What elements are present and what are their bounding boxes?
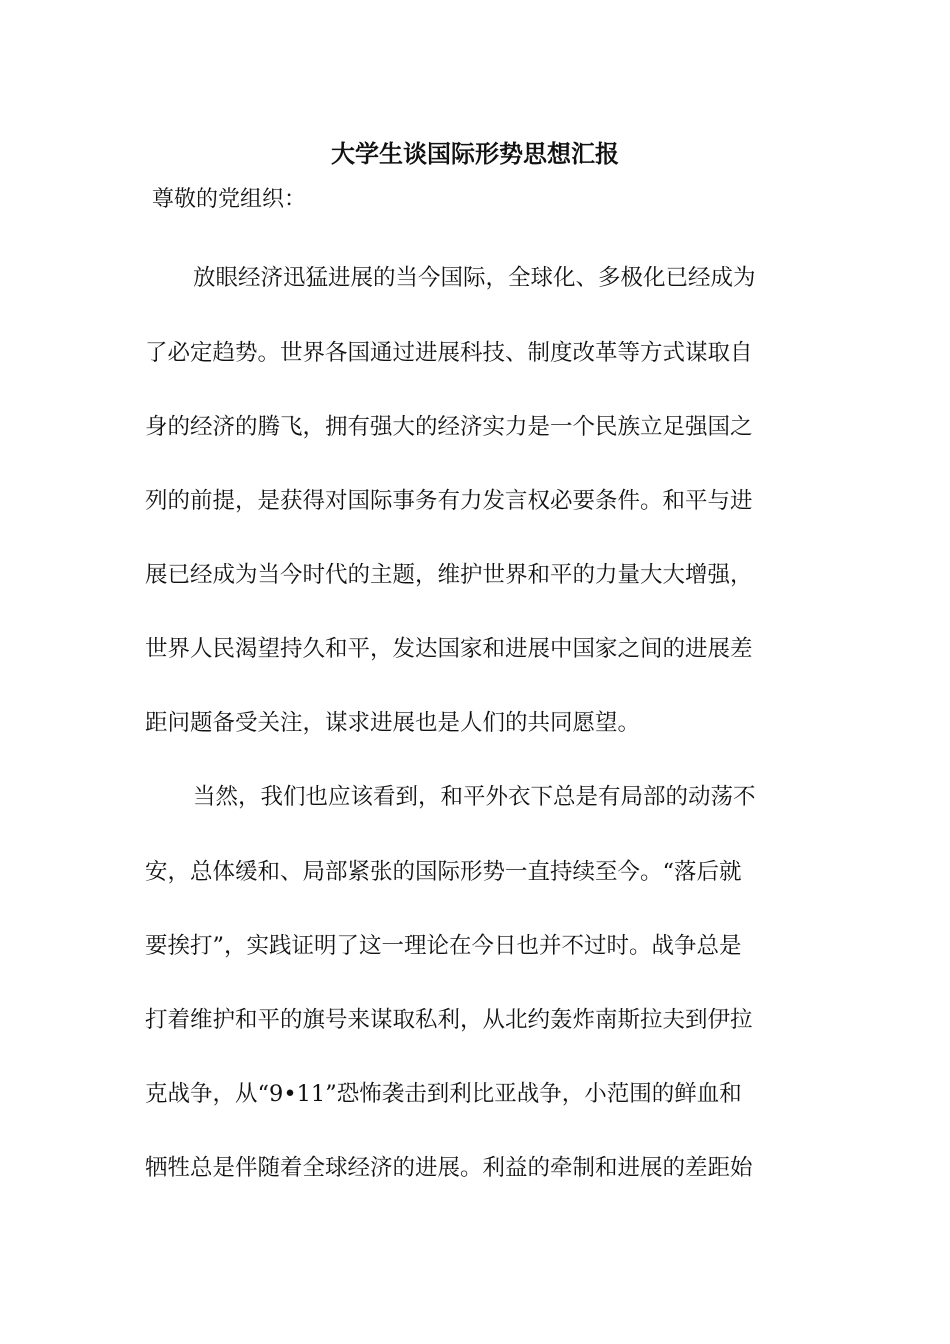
paragraph-2-line-1: 当然，我们也应该看到，和平外衣下总是有局部的动荡不 bbox=[193, 784, 756, 810]
paragraph-2-line-3: 要挨打”，实践证明了这一理论在今日也并不过时。战争总是 bbox=[145, 933, 742, 959]
paragraph-2-line-4: 打着维护和平的旗号来谋取私利，从北约轰炸南斯拉夫到伊拉 bbox=[145, 1007, 753, 1033]
salutation: 尊敬的党组织： bbox=[152, 187, 307, 212]
paragraph-1-line-7: 距问题备受关注，谋求进展也是人们的共同愿望。 bbox=[145, 710, 641, 736]
paragraph-2-line-5: 克战争，从“9•11”恐怖袭击到利比亚战争，小范围的鲜血和 bbox=[145, 1081, 742, 1107]
paragraph-2-line-2: 安，总体缓和、局部紧张的国际形势一直持续至今。“落后就 bbox=[145, 859, 742, 885]
document-title: 大学生谈国际形势思想汇报 bbox=[331, 139, 619, 168]
paragraph-2-line-6: 牺牲总是伴随着全球经济的进展。利益的牵制和进展的差距始 bbox=[145, 1155, 753, 1181]
paragraph-1-line-5: 展已经成为当今时代的主题，维护世界和平的力量大大增强， bbox=[145, 562, 753, 588]
paragraph-1-line-4: 列的前提，是获得对国际事务有力发言权必要条件。和平与进 bbox=[145, 488, 753, 514]
paragraph-1-line-6: 世界人民渴望持久和平，发达国家和进展中国家之间的进展差 bbox=[145, 636, 753, 662]
paragraph-1-line-3: 身的经济的腾飞，拥有强大的经济实力是一个民族立足强国之 bbox=[145, 414, 753, 440]
paragraph-1-line-1: 放眼经济迅猛进展的当今国际，全球化、多极化已经成为 bbox=[193, 265, 756, 291]
paragraph-1-line-2: 了必定趋势。世界各国通过进展科技、制度改革等方式谋取自 bbox=[145, 340, 753, 366]
